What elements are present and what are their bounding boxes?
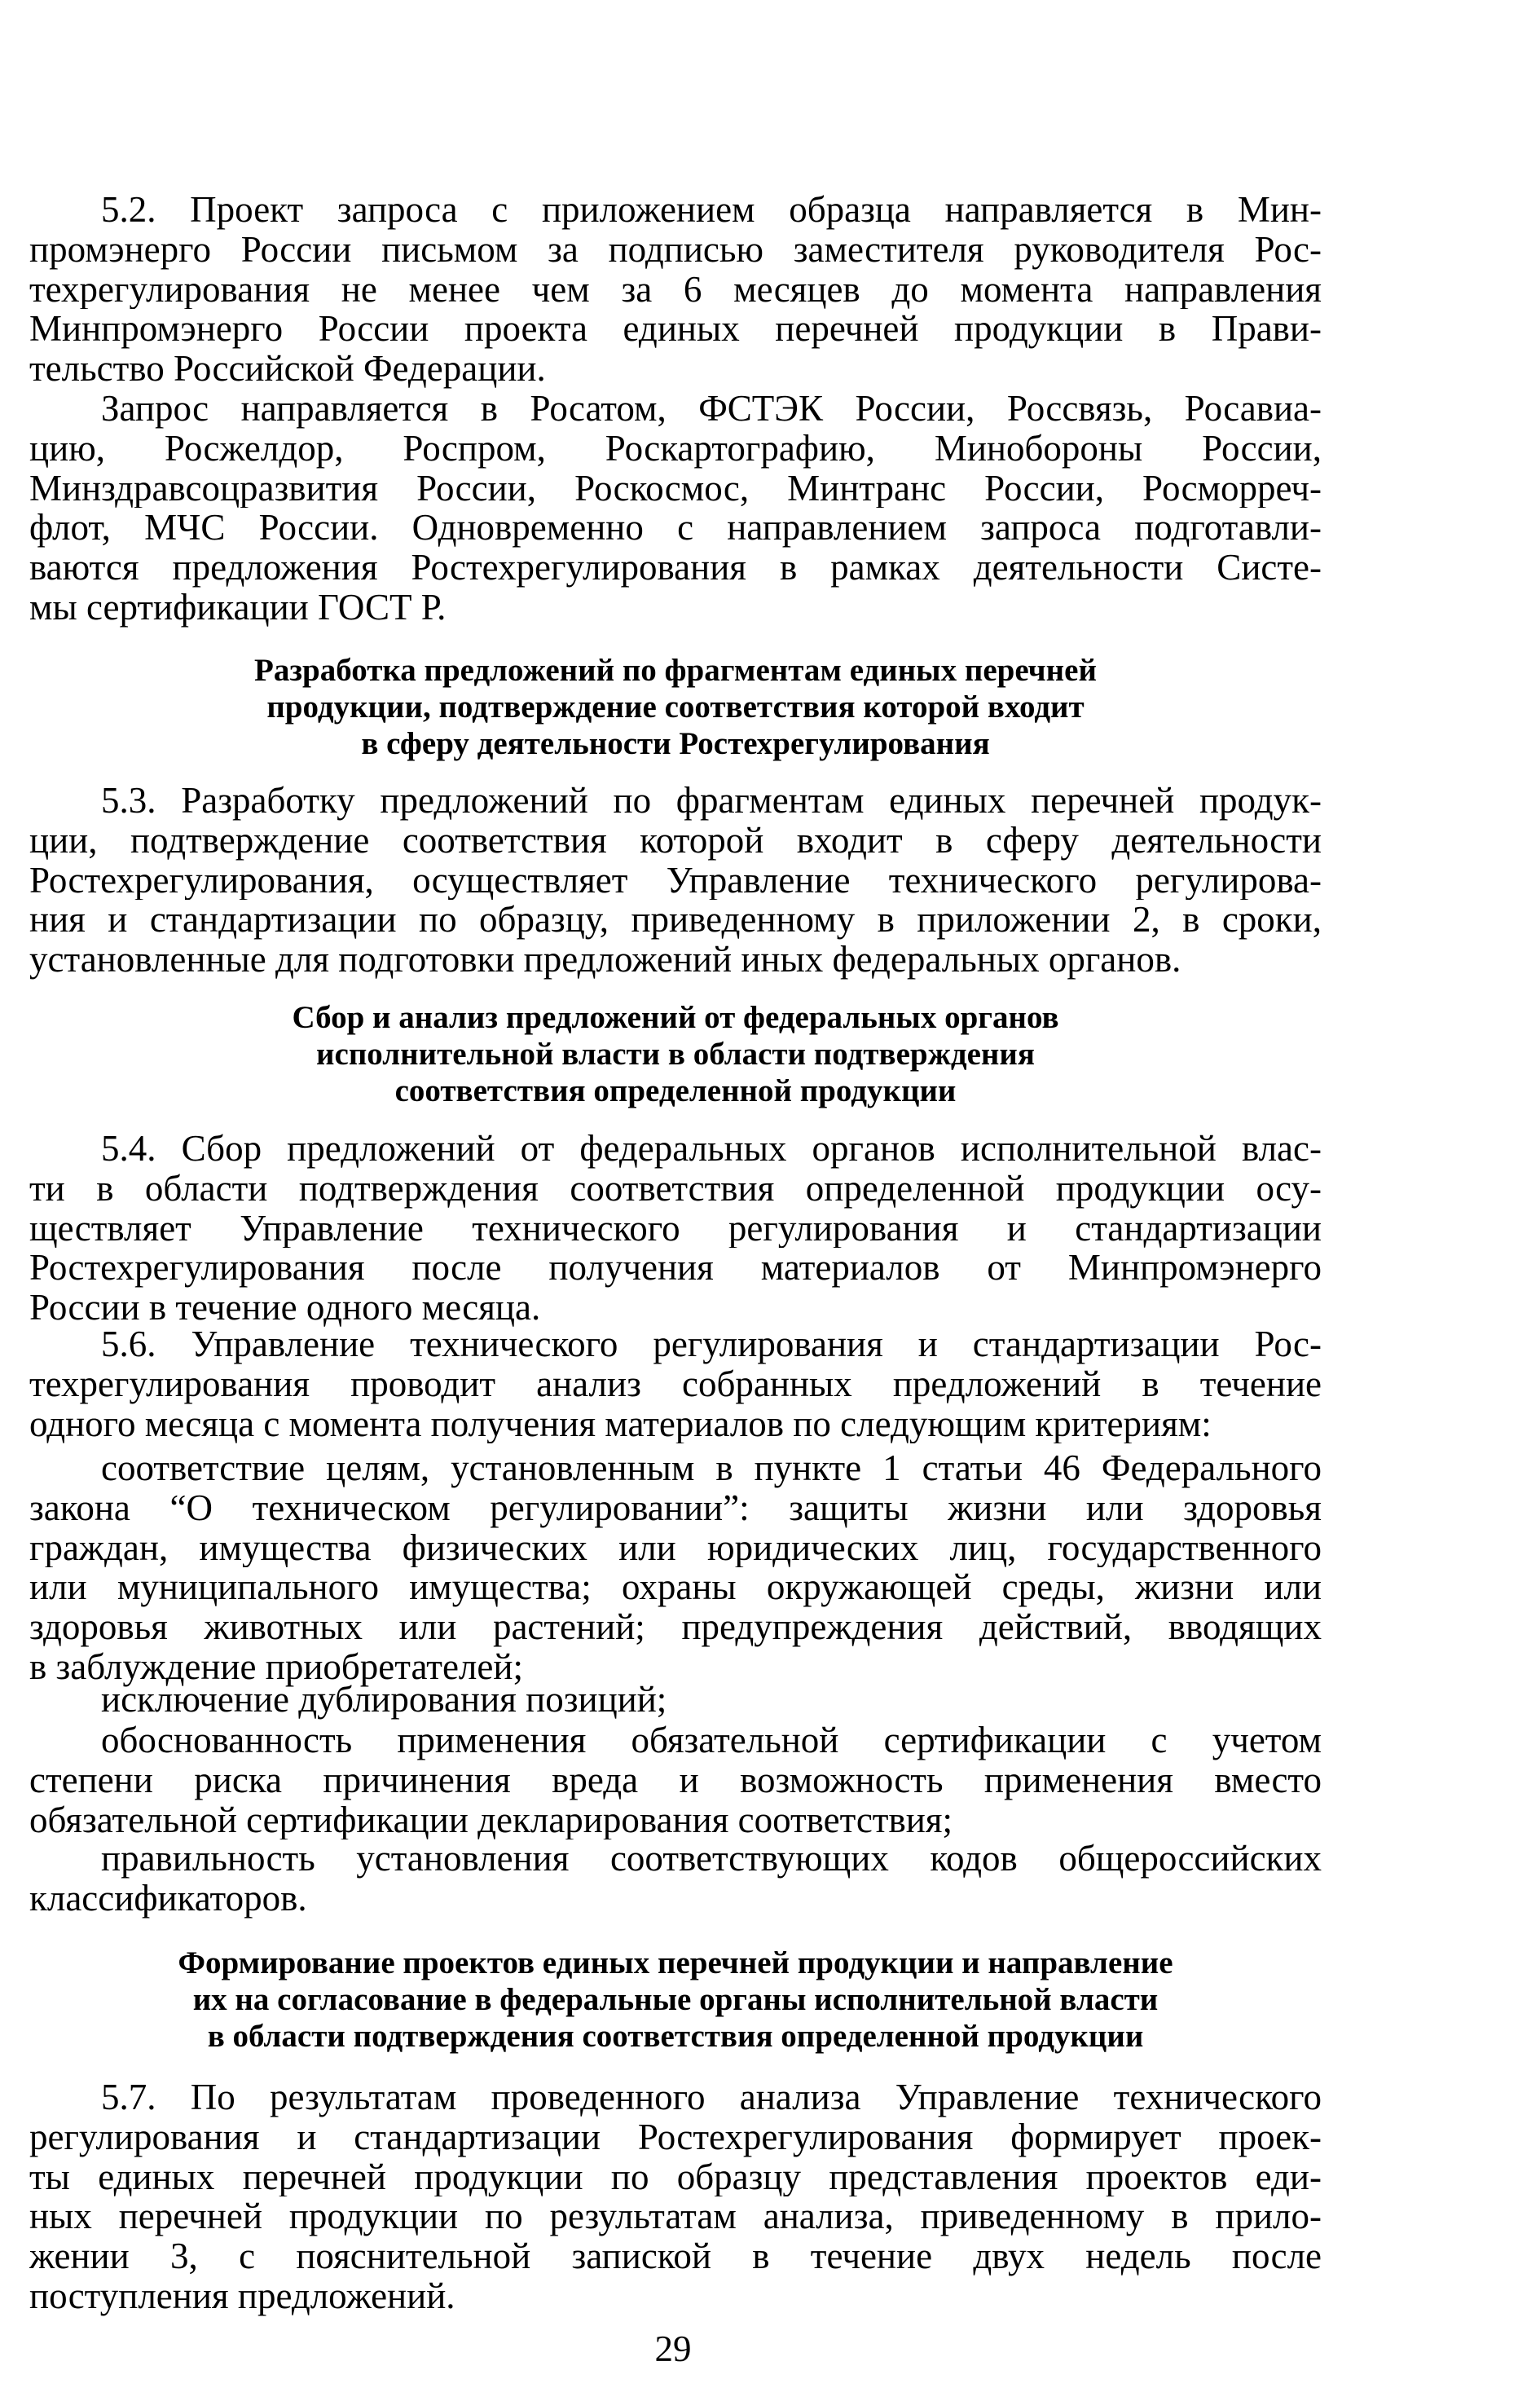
heading-line: Сбор и анализ предложений от федеральных органов — [292, 1000, 1059, 1035]
text-line: 5.6. Управление технического регулирования и стандартизации Рос- — [101, 1324, 1322, 1364]
text-line: тельство Российской Федерации. — [29, 349, 546, 389]
text-line: установленные для подготовки предложений иных федеральных органов. — [29, 940, 1181, 980]
text-line: в заблуждение приобретателей; — [29, 1646, 523, 1687]
text-line: ния и стандартизации по образцу, приведенному в приложении 2, в сроки, — [29, 900, 1322, 941]
text-line: России в течение одного месяца. — [29, 1288, 541, 1328]
text-line: мы сертификации ГОСТ Р. — [29, 587, 447, 628]
text-line: правильность установления соответствующих кодов общероссийских — [101, 1839, 1322, 1879]
text-line: степени риска причинения вреда и возможность применения вместо — [29, 1760, 1322, 1800]
text-line: одного месяца с момента получения материалов по следующим критериям: — [29, 1403, 1212, 1444]
text-line: исключение дублирования позиций; — [101, 1680, 667, 1720]
heading-line: Формирование проектов единых перечней продукции и направление — [178, 1945, 1173, 1980]
text-line: Минпромэнерго России проекта единых перечней продукции в Прави- — [29, 309, 1322, 350]
text-line: ции, подтверждение соответствия которой входит в сферу деятельности — [29, 820, 1322, 861]
heading-line: в сферу деятельности Ростехрегулирования — [361, 726, 990, 761]
section-heading — [29, 652, 1322, 762]
text-line: обязательной сертификации декларирования соответствия; — [29, 1800, 953, 1840]
heading-line: Разработка предложений по фрагментам единых перечней — [254, 653, 1097, 688]
text-line: ваются предложения Ростехрегулирования в рамках деятельности Систе- — [29, 548, 1322, 588]
heading-line: в области подтверждения соответствия определенной продукции — [207, 2019, 1144, 2054]
text-line: ты единых перечней продукции по образцу представления проектов еди- — [29, 2156, 1322, 2197]
text-line: Ростехрегулирования, осуществляет Управление технического регулирова- — [29, 860, 1322, 901]
paragraph — [29, 1448, 1322, 1687]
text-line: 5.7. По результатам проведенного анализа Управление технического — [101, 2077, 1322, 2117]
paragraph — [29, 389, 1322, 628]
text-line: 5.2. Проект запроса с приложением образца направляется в Мин- — [101, 190, 1322, 230]
heading-line: их на согласование в федеральные органы исполнительной власти — [192, 1982, 1159, 2017]
paragraph — [29, 2077, 1322, 2316]
text-line: классификаторов. — [29, 1878, 307, 1919]
text-line: промэнерго России письмом за подписью заместителя руководителя Рос- — [29, 229, 1322, 270]
text-line: 5.3. Разработку предложений по фрагментам единых перечней продук- — [101, 781, 1322, 821]
section-heading — [29, 999, 1322, 1109]
section-heading — [29, 1945, 1322, 2055]
text-line: обоснованность применения обязательной сертификации с учетом — [101, 1720, 1322, 1760]
text-line: регулирования и стандартизации Ростехрегулирования формирует проек- — [29, 2117, 1322, 2157]
paragraph — [29, 190, 1322, 389]
text-line: или муниципального имущества; охраны окружающей среды, жизни или — [29, 1567, 1322, 1608]
text-line: ществляет Управление технического регулирования и стандартизации — [29, 1208, 1322, 1249]
paragraph — [29, 781, 1322, 980]
text-line: техрегулирования не менее чем за 6 месяцев до момента направления — [29, 269, 1322, 310]
text-line: цию, Росжелдор, Роспром, Роскартографию, Минобороны России, — [29, 428, 1322, 469]
text-line: Ростехрегулирования после получения материалов от Минпромэнерго — [29, 1248, 1322, 1289]
text-line: ных перечней продукции по результатам анализа, приведенному в прило- — [29, 2196, 1322, 2237]
paragraph — [29, 1720, 1322, 1839]
text-line: ти в области подтверждения соответствия определенной продукции осу- — [29, 1168, 1322, 1209]
paragraph — [29, 1324, 1322, 1443]
text-line: 5.4. Сбор предложений от федеральных органов исполнительной влас- — [101, 1129, 1322, 1169]
text-line: соответствие целям, установленным в пункте 1 статьи 46 Федерального — [101, 1448, 1322, 1488]
heading-line: соответствия определенной продукции — [394, 1073, 957, 1108]
paragraph — [29, 1129, 1322, 1328]
text-line: закона “О техническом регулировании”: защиты жизни или здоровья — [29, 1487, 1322, 1528]
heading-line: продукции, подтверждение соответствия которой входит — [266, 689, 1085, 725]
paragraph — [29, 1680, 1322, 1720]
text-line: техрегулирования проводит анализ собранных предложений в течение — [29, 1364, 1322, 1404]
text-line: флот, МЧС России. Одновременно с направлением запроса подготавли- — [29, 508, 1322, 548]
heading-line: исполнительной власти в области подтверждения — [316, 1037, 1035, 1072]
text-line: Запрос направляется в Росатом, ФСТЭК России, Россвязь, Росавиа- — [101, 389, 1322, 429]
page-number: 29 — [654, 2328, 692, 2369]
text-line: граждан, имущества физических или юридических лиц, государственного — [29, 1527, 1322, 1568]
text-line: здоровья животных или растений; предупреждения действий, вводящих — [29, 1607, 1322, 1647]
paragraph — [29, 1839, 1322, 1919]
text-line: поступления предложений. — [29, 2275, 455, 2316]
text-line: Минздравсоцразвития России, Роскосмос, Минтранс России, Росморреч- — [29, 468, 1322, 509]
text-line: жении 3, с пояснительной запиской в течение двух недель после — [29, 2236, 1322, 2276]
